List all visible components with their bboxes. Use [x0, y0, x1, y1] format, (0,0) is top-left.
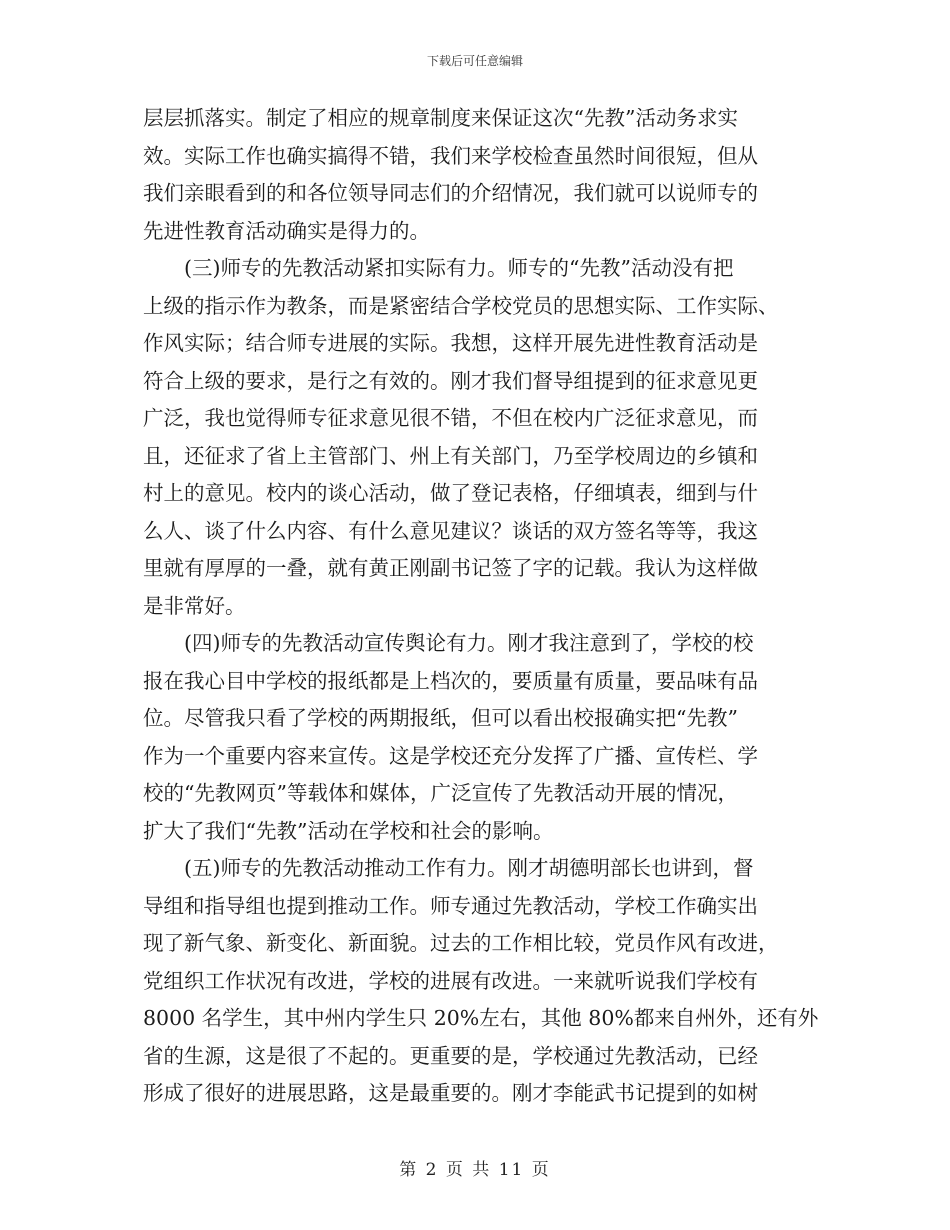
text-line: 现了新气象、新变化、新面貌。过去的工作相比较，党员作风有改进，: [143, 931, 779, 955]
text-line: 效。实际工作也确实搞得不错，我们来学校检查虽然时间很短，但从: [143, 143, 758, 168]
text-line: 扩大了我们“先教”活动在学校和社会的影响。: [143, 818, 554, 843]
text-line: 8000 名学生，其中州内学生只 20%左右，其他 80%都来自州外，还有外: [143, 1006, 819, 1030]
text-line: 形成了很好的进展思路，这是最重要的。刚才李能武书记提到的如树: [143, 1081, 758, 1105]
document-body: [143, 100, 819, 1113]
text-line: 省的生源，这是很了不起的。更重要的是，学校通过先教活动，已经: [143, 1043, 758, 1068]
text-line: 校的“先教网页”等载体和媒体，广泛宣传了先教活动开展的情况，: [143, 781, 738, 805]
paragraph-section-3: [143, 250, 811, 625]
text-line: 报在我心目中学校的报纸都是上档次的，要质量有质量，要品味有品: [143, 668, 758, 693]
text-line: 层层抓落实。制定了相应的规章制度来保证这次“先教”活动务求实: [143, 106, 738, 130]
text-line: 村上的意见。校内的谈心活动，做了登记表格，仔细填表，细到与什: [143, 481, 758, 505]
text-line: 且，还征求了省上主管部门、州上有关部门，乃至学校周边的乡镇和: [143, 443, 758, 468]
paragraph-continuation: [143, 100, 811, 250]
text-line: 是非常好。: [143, 593, 246, 618]
text-line: 我们亲眼看到的和各位领导同志们的介绍情况，我们就可以说师专的: [143, 181, 758, 205]
page-header-note: 下载后可任意编辑: [426, 54, 523, 68]
paragraph-section-4: [143, 625, 811, 850]
page-number-footer: 第 2 页 共 11 页: [399, 1160, 551, 1180]
text-line: 里就有厚厚的一叠，就有黄正刚副书记签了字的记载。我认为这样做: [143, 556, 758, 580]
text-line: (四)师专的先教活动宣传舆论有力。刚才我注意到了，学校的校: [184, 631, 754, 655]
paragraph-section-5: [143, 850, 819, 1113]
text-line: 党组织工作状况有改进，学校的进展有改进。一来就听说我们学校有: [143, 968, 758, 993]
text-line: 作为一个重要内容来宣传。这是学校还充分发挥了广播、宣传栏、学: [143, 743, 758, 768]
text-line: 作风实际；结合师专进展的实际。我想，这样开展先进性教育活动是: [143, 331, 758, 355]
text-line: 导组和指导组也提到推动工作。师专通过先教活动，学校工作确实出: [143, 893, 758, 918]
text-line: 广泛，我也觉得师专征求意见很不错，不但在校内广泛征求意见，而: [143, 406, 758, 430]
text-line: 先进性教育活动确实是得力的。: [143, 218, 430, 243]
text-line: (五)师专的先教活动推动工作有力。刚才胡德明部长也讲到，督: [184, 856, 754, 880]
text-line: (三)师专的先教活动紧扣实际有力。师专的“先教”活动没有把: [184, 256, 734, 280]
text-line: 符合上级的要求，是行之有效的。刚才我们督导组提到的征求意见更: [143, 368, 758, 393]
text-line: 上级的指示作为教条，而是紧密结合学校党员的思想实际、工作实际、: [143, 293, 779, 318]
text-line: 位。尽管我只看了学校的两期报纸，但可以看出校报确实把“先教”: [143, 706, 738, 730]
text-line: 么人、谈了什么内容、有什么意见建议？谈话的双方签名等等，我这: [143, 518, 758, 543]
